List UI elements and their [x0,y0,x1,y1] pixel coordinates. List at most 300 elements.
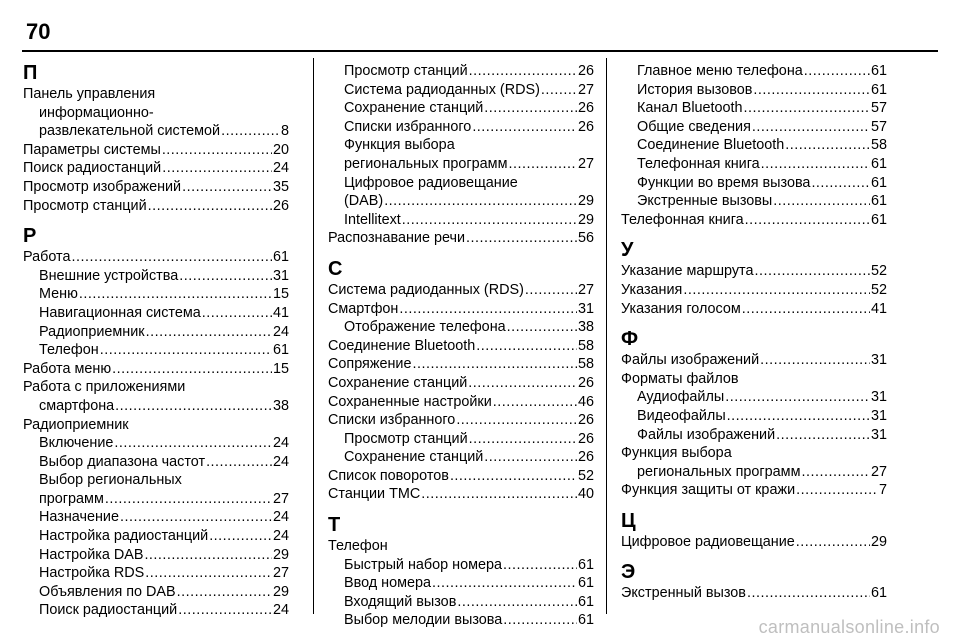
dot-leader [72,248,272,267]
column-divider [313,58,314,614]
index-entry-label: Настройка RDS [39,565,145,582]
index-entry-label: Указание маршрута [621,263,754,280]
dot-leader [507,318,577,337]
index-page-number: 31 [870,407,887,424]
index-entry-label: Телефон [39,342,99,359]
dot-leader [469,62,577,81]
index-page-number: 26 [577,449,594,466]
index-entry[interactable] [328,430,594,449]
index-page-number: 57 [870,118,887,135]
dot-leader [747,584,870,603]
dot-leader [146,323,272,342]
index-page-number: 27 [577,155,594,172]
dot-leader [811,174,870,193]
index-entry[interactable] [621,136,887,155]
dot-leader [450,467,577,486]
index-page-number: 61 [870,211,887,228]
index-entry[interactable] [621,533,887,552]
index-entry[interactable] [23,508,289,527]
index-page-number: 27 [870,463,887,480]
dot-leader [476,337,577,356]
index-group [23,62,289,215]
index-entry-label: Объявления по DAB [39,583,176,600]
index-entry-label: Соединение Bluetooth [328,337,476,354]
index-page-number: 52 [870,281,887,298]
index-page-number: 29 [577,193,594,210]
index-entry[interactable] [621,192,887,211]
dot-leader [725,388,870,407]
index-entry[interactable] [23,304,289,323]
dot-leader [206,453,272,472]
dot-leader [541,81,577,100]
index-entry[interactable] [23,453,289,472]
index-page-number: 52 [870,263,887,280]
index-entry-label: Канал Bluetooth [637,100,743,117]
index-entry-label: Телефонная книга [637,155,760,172]
index-entry-label: Станции TMC [328,486,421,503]
dot-leader [801,463,870,482]
dot-leader [105,490,272,509]
index-page-number: 26 [272,197,289,214]
index-page-number: 24 [272,453,289,470]
index-entry[interactable] [328,374,594,393]
index-entry-label: Система радиоданных (RDS) [344,81,540,98]
dot-leader [148,197,272,216]
index-page-number: 61 [577,612,594,629]
dot-leader [178,601,272,620]
index-entry-label: Сохранение станций [328,374,468,391]
dot-leader [760,351,870,370]
dot-leader [469,430,577,449]
index-page-number: 29 [272,583,289,600]
dot-leader [484,448,577,467]
index-entry-label: Настройка DAB [39,546,144,563]
index-entry-label: Смартфон [328,300,399,317]
index-group [621,561,887,603]
index-entry-label: Распознавание речи [328,230,466,247]
index-entry-text: Панель управления [23,86,156,102]
index-entry-text: Радиоприемник [23,416,129,433]
index-entry[interactable] [23,360,289,379]
index-page-number: 58 [577,337,594,354]
index-page-number: 52 [577,467,594,484]
index-group [621,239,887,318]
index-entry-text: Функция выбора [621,445,732,462]
index-entry-text: Выбор региональных [39,472,182,489]
dot-leader [202,304,272,323]
index-page-number: 26 [577,412,594,429]
index-entry-label: Сохранение станций [344,100,484,117]
index-page-number: 38 [577,319,594,336]
index-entry[interactable] [328,62,594,81]
dot-leader [484,99,577,118]
dot-leader [493,393,577,412]
index-entry-label: Аудиофайлы [637,389,725,406]
index-entry-text: Работа с приложениями [23,379,186,396]
index-entry[interactable] [23,601,289,620]
dot-leader [384,192,577,211]
index-entry[interactable] [23,141,289,160]
column-divider [606,58,607,614]
dot-leader [456,411,577,430]
index-page-number: 26 [577,63,594,79]
index-page-number: 61 [870,63,887,79]
index-entry-label: Работа [23,249,71,266]
index-entry-label: Выбор мелодии вызова [344,612,503,629]
index-page-number: 61 [577,556,594,573]
dot-leader [182,178,272,197]
index-entry[interactable] [23,397,289,416]
index-entry[interactable] [328,155,594,174]
index-page-number: 24 [272,323,289,340]
index-page-number: 20 [272,141,289,158]
index-page-number: 61 [272,249,289,266]
index-entry-label: Система радиоданных (RDS) [328,281,524,298]
dot-leader [727,407,870,426]
index-entry[interactable] [621,211,887,230]
index-entry[interactable] [621,99,887,118]
index-page-number: 58 [577,356,594,373]
index-entry-text: Телефон [328,538,388,555]
index-entry[interactable] [621,463,887,482]
index-group [23,225,289,620]
index-entry[interactable] [23,178,289,197]
index-entry-label: Функция защиты от кражи [621,482,796,499]
index-letter-heading: Ф [621,328,639,351]
index-entry[interactable] [328,300,594,319]
dot-leader [508,155,577,174]
index-entry[interactable] [328,593,594,612]
index-entry-label: Входящий вызов [344,593,457,610]
dot-leader [466,229,577,248]
index-page-number: 26 [577,100,594,117]
index-entry-label: Меню [39,286,78,303]
index-entry[interactable] [328,611,594,630]
index-entry-label: Указания [621,281,683,298]
index-entry[interactable] [23,285,289,304]
index-page-number: 61 [272,342,289,359]
index-column-3 [621,62,887,603]
dot-leader [432,574,577,593]
index-entry-label: Функции во время вызова [637,174,811,191]
index-entry-label: Видеофайлы [637,407,726,424]
index-entry-label: Навигационная система [39,304,201,321]
dot-leader [804,62,870,81]
index-page-number: 27 [577,281,594,298]
index-entry[interactable] [23,341,289,360]
dot-leader [785,136,870,155]
index-page-number: 31 [577,300,594,317]
index-entry[interactable] [328,281,594,300]
index-entry[interactable] [328,318,594,337]
index-page-number: 29 [272,546,289,563]
page-number: 70 [26,19,51,44]
index-entry-label: Список поворотов [328,467,449,484]
dot-leader [796,481,878,500]
index-entry[interactable] [23,564,289,583]
index-group [621,510,887,552]
dot-leader [179,267,272,286]
index-page-number: 31 [870,389,887,406]
index-letter-heading: Р [23,225,37,248]
index-page-number: 8 [280,123,289,140]
index-entry-label: Телефонная книга [621,211,744,228]
index-entry[interactable] [328,411,594,430]
index-entry[interactable] [621,300,887,319]
dot-leader [752,118,870,137]
index-entry[interactable] [23,546,289,565]
index-entry-label: Просмотр станций [344,63,468,79]
index-entry[interactable] [328,556,594,575]
index-page-number: 57 [870,100,887,117]
index-page-number: 15 [272,286,289,303]
index-page-number: 61 [577,593,594,610]
index-entry-label: программ [39,490,104,507]
index-entry-label: Просмотр станций [23,197,147,214]
index-entry[interactable] [23,248,289,267]
index-entry[interactable] [23,197,289,216]
dot-leader [412,355,577,374]
index-entry-label: Быстрый набор номера [344,556,503,573]
index-entry-label: Списки избранного [344,118,472,135]
index-page-number: 58 [870,137,887,154]
index-page-number: 41 [272,304,289,321]
index-entry[interactable] [23,490,289,509]
index-entry[interactable] [621,155,887,174]
index-entry-label: Радиоприемник [39,323,145,340]
index-page-number: 56 [577,230,594,247]
index-group [328,62,594,248]
index-page-number: 27 [272,565,289,582]
dot-leader [472,118,577,137]
dot-leader [421,485,577,504]
index-page-number: 26 [577,430,594,447]
index-page-number: 26 [577,118,594,135]
index-page-number: 29 [577,211,594,228]
index-entry[interactable] [621,584,887,603]
index-entry[interactable] [328,355,594,374]
index-entry[interactable] [328,574,594,593]
index-entry-label: Главное меню телефона [637,63,803,79]
index-page-number: 24 [272,509,289,526]
dot-leader [162,141,272,160]
index-page-number: 35 [272,178,289,195]
index-page-number: 29 [870,533,887,550]
index-entry-label: (DAB) [344,193,384,210]
index-entry-label: Списки избранного [328,412,456,429]
dot-leader [115,397,272,416]
index-entry-label: Сопряжение [328,356,412,373]
index-entry[interactable] [23,159,289,178]
dot-leader [773,192,870,211]
index-page-number: 27 [577,81,594,98]
index-letter-heading: Ц [621,509,636,532]
index-entry-label: Настройка радиостанций [39,528,209,545]
index-page-number: 7 [878,482,887,499]
dot-leader [796,533,870,552]
index-entry[interactable] [328,229,594,248]
index-letter-heading: Т [328,514,341,537]
index-entry-label: Экстренные вызовы [637,193,773,210]
dot-leader [468,374,577,393]
dot-leader [742,300,870,319]
index-page-number: 24 [272,602,289,619]
watermark: carmanualsonline.info [758,617,940,637]
index-letter-heading: П [23,62,38,84]
index-page-number: 61 [870,81,887,98]
index-entry[interactable] [328,192,594,211]
dot-leader [776,426,870,445]
header-rule [22,50,938,52]
index-page-number: 27 [272,490,289,507]
index-page-number: 24 [272,528,289,545]
index-page-number: 61 [870,193,887,210]
dot-leader [745,211,870,230]
index-letter-heading: У [621,239,634,262]
index-entry[interactable] [328,99,594,118]
index-page-number: 31 [870,352,887,369]
index-group [328,258,594,504]
dot-leader [209,527,272,546]
index-entry-text: Форматы файлов [621,370,739,387]
index-entry[interactable] [23,267,289,286]
dot-leader [100,341,272,360]
dot-leader [503,611,577,630]
dot-leader [112,360,272,379]
dot-leader [525,281,577,300]
index-page-number: 40 [577,486,594,503]
index-entry[interactable] [328,448,594,467]
index-page-number: 24 [272,435,289,452]
index-entry-label: Просмотр изображений [23,178,182,195]
index-entry-label: Цифровое радиовещание [621,533,795,550]
index-page-number: 26 [577,374,594,391]
index-group [328,514,594,630]
dot-leader [399,300,577,319]
index-entry-label: Выбор диапазона частот [39,453,206,470]
index-entry-label: Поиск радиостанций [39,602,178,619]
dot-leader [503,556,577,575]
index-entry[interactable] [621,407,887,426]
index-letter-heading: Э [621,561,636,584]
dot-leader [145,564,272,583]
index-entry-label: региональных программ [344,155,508,172]
dot-leader [761,155,870,174]
index-entry[interactable] [621,262,887,281]
index-page-number: 15 [272,360,289,377]
index-entry-label: Сохраненные настройки [328,393,492,410]
index-entry[interactable] [621,174,887,193]
dot-leader [402,211,577,230]
index-entry[interactable] [328,337,594,356]
index-entry-label: Работа меню [23,360,112,377]
index-entry[interactable] [621,81,887,100]
index-entry[interactable] [23,122,289,141]
index-entry-text: Функция выбора [344,137,455,154]
dot-leader [744,99,870,118]
dot-leader [79,285,272,304]
index-entry-label: Файлы изображений [621,352,760,369]
dot-leader [114,434,272,453]
index-entry[interactable] [328,393,594,412]
index-page-number: 31 [272,267,289,284]
index-entry-label: Внешние устройства [39,267,179,284]
index-entry-label: Параметры системы [23,141,161,158]
index-page-number: 61 [870,585,887,602]
index-page-number: 31 [870,426,887,443]
index-entry-label: Указания голосом [621,300,741,317]
index-entry[interactable] [328,467,594,486]
index-entry-label: региональных программ [637,463,801,480]
index-entry-label: Назначение [39,509,119,526]
index-entry-label: Соединение Bluetooth [637,137,785,154]
dot-leader [754,262,870,281]
index-entry-label: развлекательной системой [39,123,221,140]
index-group [621,62,887,229]
index-page-number: 61 [870,155,887,172]
index-entry-label: Общие сведения [637,118,751,135]
index-entry-label: Отображение телефона [344,319,506,336]
index-entry[interactable] [23,583,289,602]
dot-leader [144,546,272,565]
dot-leader [683,281,870,300]
dot-leader [120,508,272,527]
index-entry[interactable] [328,118,594,137]
index-entry[interactable] [621,62,887,81]
index-page-number: 38 [272,397,289,414]
index-entry-label: Файлы изображений [637,426,776,443]
index-entry-text: Цифровое радиовещание [344,174,518,191]
index-entry[interactable] [621,388,887,407]
dot-leader [753,81,870,100]
index-entry-label: Сохранение станций [344,449,484,466]
index-entry-label: Ввод номера [344,575,432,592]
index-entry[interactable] [621,481,887,500]
dot-leader [177,583,272,602]
index-entry[interactable] [328,211,594,230]
index-column-1 [23,62,289,620]
index-entry-label: Экстренный вызов [621,585,746,602]
index-entry-label: История вызовов [637,81,753,98]
dot-leader [221,122,280,141]
index-letter-heading: С [328,257,343,280]
dot-leader [162,159,272,178]
index-entry-text: информационно- [39,104,154,121]
index-entry-label: Включение [39,435,114,452]
index-entry-label: смартфона [39,397,115,414]
dot-leader [457,593,577,612]
index-entry[interactable] [23,434,289,453]
index-entry-label: Поиск радиостанций [23,160,162,177]
index-entry[interactable] [328,485,594,504]
index-column-2 [328,62,594,630]
index-page-number: 46 [577,393,594,410]
index-entry[interactable] [23,323,289,342]
index-entry[interactable] [621,426,887,445]
index-entry[interactable] [621,281,887,300]
index-entry[interactable] [621,118,887,137]
index-entry-label: Intellitext [344,211,401,228]
index-page-number: 61 [870,174,887,191]
index-entry[interactable] [621,351,887,370]
index-page-number: 61 [577,575,594,592]
index-entry[interactable] [23,527,289,546]
index-page-number: 24 [272,160,289,177]
index-page-number: 41 [870,300,887,317]
index-entry[interactable] [328,81,594,100]
index-group [621,328,887,500]
index-entry-label: Просмотр станций [344,430,468,447]
